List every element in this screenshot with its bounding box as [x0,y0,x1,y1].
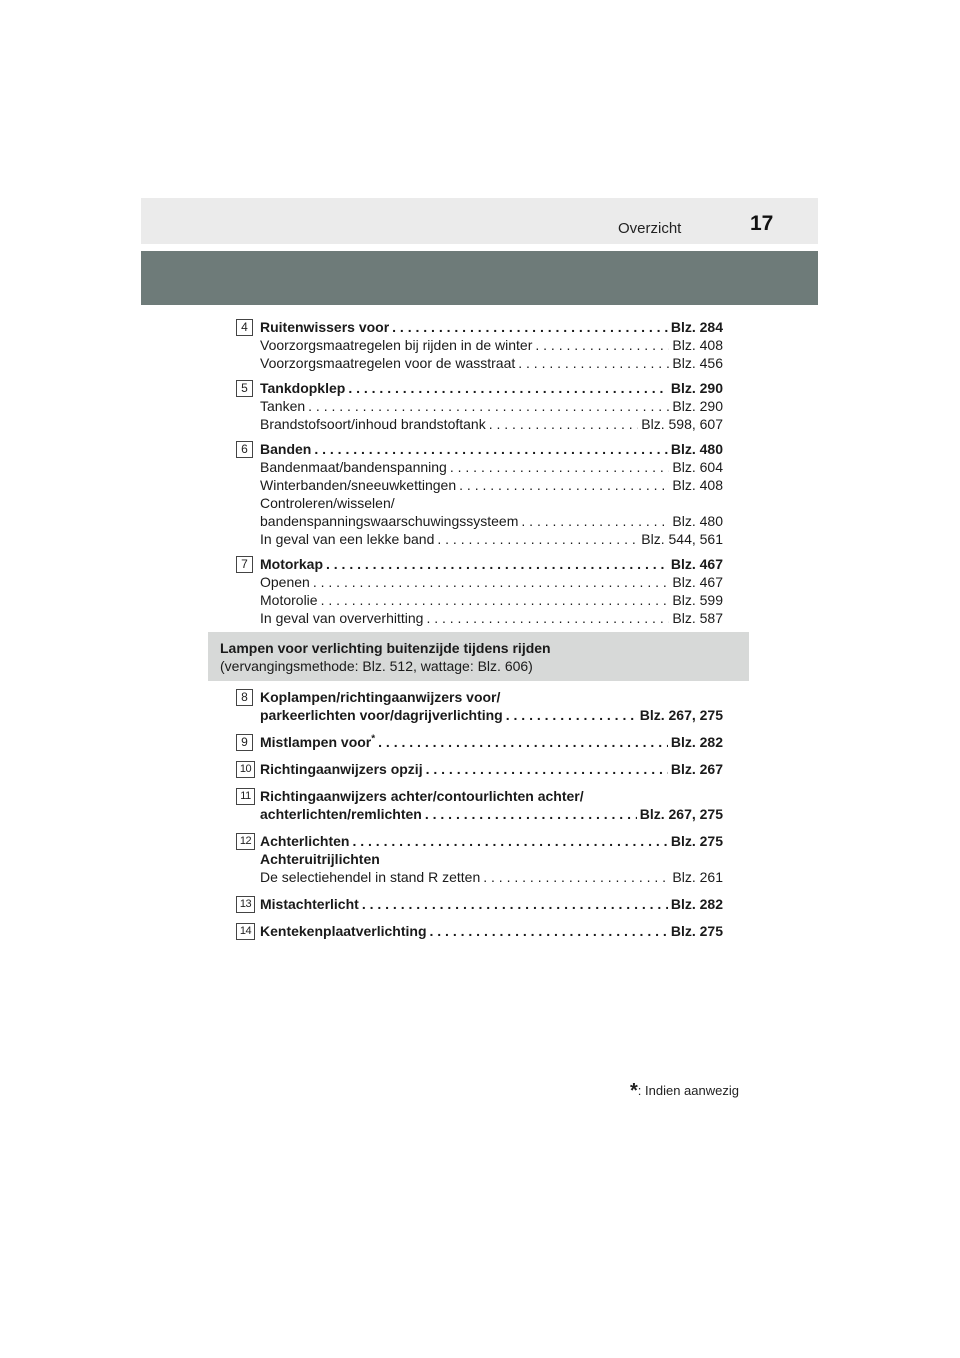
index-group [236,440,723,548]
leader-dots [321,591,670,609]
entry-label: Richtingaanwijzers achter/contourlichten achter/ [260,788,584,804]
entry-label: Mistachterlicht [260,896,359,912]
index-entry-main [236,832,723,850]
item-number-badge: 11 [236,788,255,805]
item-number-badge: 14 [236,923,255,940]
section-title: Overzicht [618,220,682,237]
index-entry-main [236,688,723,706]
index-entry-sub [236,591,723,609]
title-bar [141,251,818,305]
entry-label: Achteruitrijlichten [260,851,380,867]
entry-label: bandenspanningswaarschuwingssysteem [260,513,519,529]
entry-label: Kentekenplaatverlichting [260,923,427,939]
leader-dots [308,397,669,415]
index-entry-sub [236,530,723,548]
index-group [236,318,723,372]
index-entry-sub [236,354,723,372]
item-number-badge: 7 [236,556,253,573]
index-group [236,832,723,886]
index-group [236,787,723,823]
leader-dots [437,530,638,548]
index-entry-sub [236,868,723,886]
index-entry-main [236,787,723,805]
page-reference: Blz. 282 [670,896,723,912]
entry-label: Tankdopklep [260,380,346,396]
item-number-badge: 4 [236,319,253,336]
leader-dots [352,832,667,850]
index-entry-sub [236,494,723,512]
index-group [236,760,723,778]
page-reference: Blz. 261 [672,869,723,885]
index-list-top [236,318,723,634]
leader-dots [326,555,668,573]
index-entry-main [236,733,723,751]
page-reference: Blz. 467 [672,574,723,590]
page-reference: Blz. 408 [672,477,723,493]
entry-label: De selectiehendel in stand R zetten [260,869,481,885]
entry-label: Tanken [260,398,306,414]
page-reference: Blz. 598, 607 [641,416,723,432]
header-band [141,198,818,244]
index-entry-main [236,379,723,397]
index-entry-main [236,555,723,573]
index-group [236,922,723,940]
leader-dots [348,379,668,397]
entry-label: Controleren/wisselen/ [260,495,395,511]
index-entry-main [236,805,723,823]
leader-dots [489,415,639,433]
page-reference: Blz. 290 [670,380,723,396]
entry-label: In geval van oververhitting [260,610,424,626]
index-entry-main [236,922,723,940]
leader-dots [506,706,637,724]
page-reference: Blz. 275 [670,923,723,939]
index-entry-main [236,760,723,778]
footnote [630,1080,739,1103]
index-group [236,688,723,724]
item-number-badge: 10 [236,761,255,778]
leader-dots [314,440,668,458]
index-group [236,555,723,627]
entry-label: achterlichten/remlichten [260,806,422,822]
entry-label: Motorkap [260,556,323,572]
leader-dots [425,805,637,823]
index-group [236,733,723,751]
lamp-section-title: Lampen voor verlichting buitenzijde tijdens rijden [220,640,551,656]
item-number-badge: 12 [236,833,255,850]
entry-label: Brandstofsoort/inhoud brandstoftank [260,416,486,432]
entry-label: In geval van een lekke band [260,531,435,547]
index-entry-sub [236,397,723,415]
entry-label: Bandenmaat/bandenspanning [260,459,447,475]
index-group [236,379,723,433]
page-reference: Blz. 408 [672,337,723,353]
leader-dots [535,336,669,354]
leader-dots [518,354,669,372]
entry-label: Openen [260,574,310,590]
entry-label: parkeerlichten voor/dagrijverlichting [260,707,503,723]
leader-dots [426,760,668,778]
leader-dots [426,609,669,627]
page-reference: Blz. 604 [672,459,723,475]
entry-label: Motorolie [260,592,318,608]
item-number-badge: 6 [236,441,253,458]
page-reference: Blz. 456 [672,355,723,371]
index-entry-sub [236,573,723,591]
index-entry-sub [236,512,723,530]
leader-dots [483,868,669,886]
index-entry-main [236,895,723,913]
item-number-badge: 9 [236,734,253,751]
entry-label-text: Mistlampen voor [260,734,372,750]
lamp-section-box [208,632,749,681]
page-number: 17 [750,212,774,235]
leader-dots [450,458,670,476]
item-number-badge: 8 [236,689,253,706]
page-reference: Blz. 467 [670,556,723,572]
entry-label: Voorzorgsmaatregelen bij rijden in de winter [260,337,533,353]
entry-label: Winterbanden/sneeuwkettingen [260,477,457,493]
entry-label: Achterlichten [260,833,350,849]
page-reference: Blz. 480 [672,513,723,529]
entry-label: Banden [260,441,312,457]
entry-label: Richtingaanwijzers opzij [260,761,423,777]
page-reference: Blz. 282 [670,734,723,750]
page-reference: Blz. 480 [670,441,723,457]
leader-dots [362,895,668,913]
page-reference: Blz. 267, 275 [639,707,723,723]
index-list-bottom [236,688,723,949]
footnote-star: * [630,1080,638,1102]
entry-label: Voorzorgsmaatregelen voor de wasstraat [260,355,516,371]
lamp-section-subtitle: (vervangingsmethode: Blz. 512, wattage: Blz. 606) [220,658,533,674]
footnote-text: : Indien aanwezig [637,1083,739,1098]
page-reference: Blz. 587 [672,610,723,626]
item-number-badge: 13 [236,896,255,913]
page-reference: Blz. 544, 561 [641,531,723,547]
leader-dots [313,573,670,591]
leader-dots [521,512,669,530]
index-entry-sub [236,336,723,354]
entry-label: Ruitenwissers voor [260,319,390,335]
page-reference: Blz. 284 [670,319,723,335]
footnote-marker: * [371,733,376,745]
page-reference: Blz. 599 [672,592,723,608]
entry-label: Koplampen/richtingaanwijzers voor/ [260,689,501,705]
index-entry-main [236,706,723,724]
index-entry-sub [236,458,723,476]
leader-dots [378,733,668,751]
index-entry-sub [236,476,723,494]
page-reference: Blz. 275 [670,833,723,849]
index-entry-main [236,440,723,458]
index-entry-sub [236,609,723,627]
page-reference: Blz. 267 [670,761,723,777]
index-entry-sub [236,415,723,433]
leader-dots [430,922,668,940]
leader-dots [459,476,669,494]
index-entry-main [236,850,723,868]
page-reference: Blz. 290 [672,398,723,414]
index-entry-main [236,318,723,336]
leader-dots [392,318,668,336]
item-number-badge: 5 [236,380,253,397]
page-reference: Blz. 267, 275 [639,806,723,822]
index-group [236,895,723,913]
entry-label [236,733,375,751]
